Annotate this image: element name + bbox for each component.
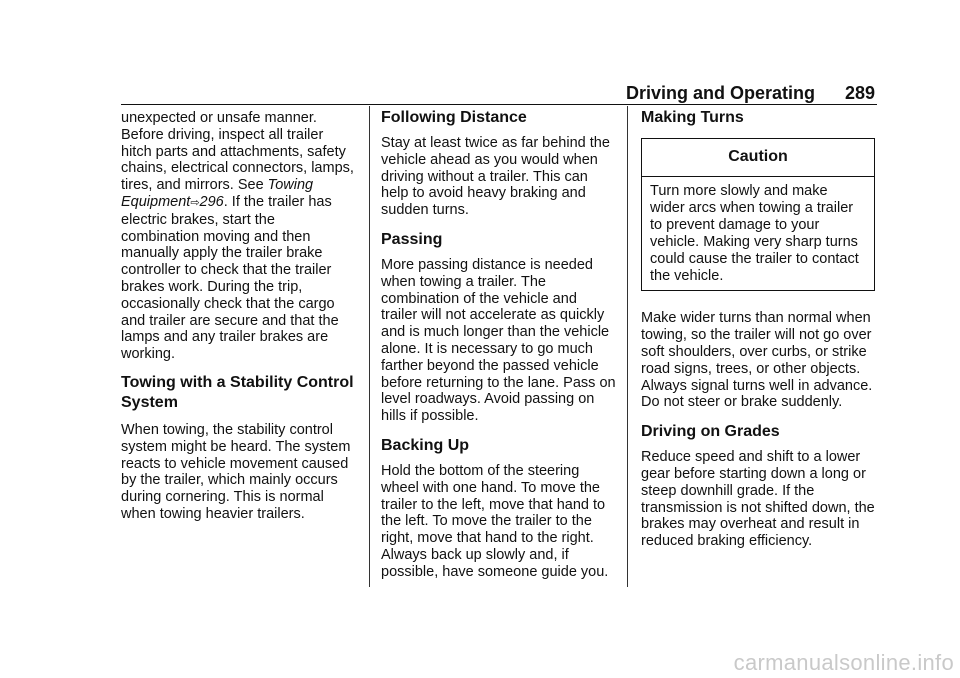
page-header <box>121 80 877 104</box>
heading-driving-on-grades: Driving on Grades <box>641 423 780 441</box>
caution-body: Turn more slowly and make wider arcs when towing a trailer to prevent damage to your vehicle. Making very sharp turns could cause the trailer to contact the vehicle. <box>650 183 859 284</box>
paragraph-passing: More passing distance is needed when towing a trailer. The combination of the vehicle and trailer will not accelerate as quickly and is much longer than the vehicle alone. It is necessary to go much farther beyond the passed vehicle before returning to the lane. Pass on level roadways. Avoid passing on hills if possible. <box>381 256 616 425</box>
paragraph-following-distance: Stay at least twice as far behind the vehicle ahead as you would when driving without a trailer. This can help to avoid heavy braking and sudden turns. <box>381 135 610 219</box>
column-divider-1 <box>369 106 370 587</box>
section-title: Driving and Operating <box>625 83 815 103</box>
watermark: carmanualsonline.info <box>733 650 954 675</box>
paragraph-stability-control: When towing, the stability control system might be heard. The system reacts to vehicle movement caused by the trailer, which mainly occurs during cornering. This is normal when towing heavier trailers. <box>121 421 351 522</box>
page-ref-arrow-icon: ⇨ <box>190 196 200 209</box>
column-1 <box>121 108 357 523</box>
towing-equipment-page-ref[interactable]: 296 <box>199 193 224 210</box>
towing-equipment-link[interactable]: Towing Equipment <box>121 177 314 210</box>
page-number: 289 <box>844 83 875 103</box>
paragraph-trailer-inspection: unexpected or unsafe manner. Before driving, inspect all trailer hitch parts and attachments, safety chains, electrical connectors, lamps, tires, and mirrors. See Towing Equipment⇨296. If the trailer has electric brakes, start the combination moving and then manually apply the trailer brake controller to check that the trailer brakes work. During the trip, occasionally check that the cargo and trailer are secure and that the lamps and any trailer brakes are working. <box>121 110 354 363</box>
column-2 <box>381 108 617 581</box>
heading-stability-control: Towing with a Stability Control System <box>121 373 354 411</box>
heading-backing-up: Backing Up <box>381 436 470 454</box>
paragraph-backing-up: Hold the bottom of the steering wheel with one hand. To move the trailer to the left, move that hand to the left. To move the trailer to the right, move that hand to the right. Always back up slowly and, if possible, have someone guide you. <box>381 462 609 580</box>
column-divider-2 <box>627 106 628 587</box>
caution-box <box>641 138 875 291</box>
column-3 <box>641 108 875 550</box>
heading-making-turns: Making Turns <box>641 109 744 126</box>
heading-following-distance: Following Distance <box>381 109 527 126</box>
paragraph-driving-on-grades: Reduce speed and shift to a lower gear before starting down a long or steep downhill grade. If the transmission is not shifted down, the brakes may overheat and result in reduced braking efficiency. <box>641 449 875 550</box>
header-rule <box>121 104 877 105</box>
heading-passing: Passing <box>381 230 443 248</box>
caution-title: Caution <box>728 148 788 165</box>
paragraph-making-turns: Make wider turns than normal when towing, so the trailer will not go over soft shoulders, over curbs, or strike road signs, trees, or other objects. Always signal turns well in advance. Do not steer or brake suddenly. <box>641 310 873 411</box>
